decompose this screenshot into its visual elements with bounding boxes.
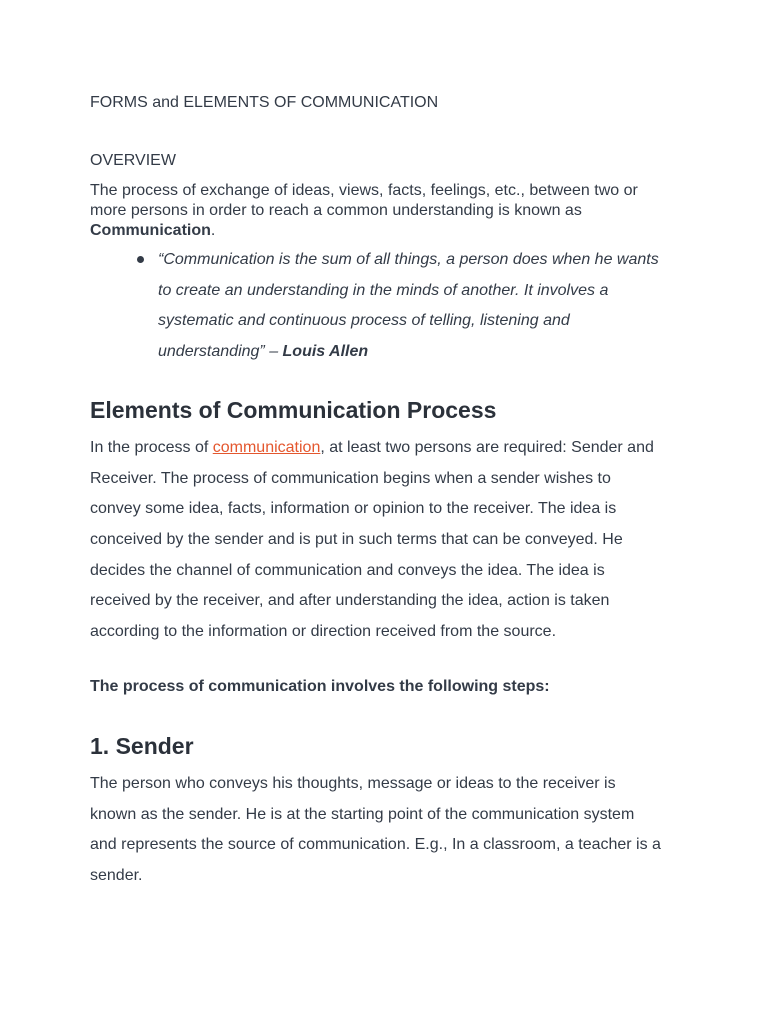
- paragraph-line: convey some idea, facts, information or opinion to the receiver. The idea is: [90, 500, 617, 518]
- sender-paragraph: [90, 769, 661, 892]
- paragraph-line: The process of exchange of ideas, views, facts, feelings, etc., between two or: [90, 182, 638, 199]
- bullet-marker: [137, 256, 144, 263]
- paragraph-line: [90, 433, 654, 464]
- quote-line-end: understanding” –: [158, 343, 283, 361]
- quote-line: “Communication is the sum of all things, a person does when he wants: [158, 251, 659, 268]
- quote-line: systematic and continuous process of telling, listening and: [158, 312, 570, 330]
- quote-list-item: [158, 245, 659, 368]
- line-text: In the process of: [90, 439, 213, 456]
- paragraph-line: sender.: [90, 867, 143, 885]
- quote-line: to create an understanding in the minds of another. It involves a: [158, 281, 609, 299]
- steps-intro: The process of communication involves the following steps:: [90, 678, 550, 695]
- paragraph-line: conceived by the sender and is put in such terms that can be conveyed. He: [90, 531, 623, 549]
- line-text: , at least two persons are required: Sender and: [320, 439, 654, 456]
- paragraph-line: known as the sender. He is at the starting point of the communication system: [90, 805, 635, 823]
- elements-paragraph: [90, 433, 654, 648]
- term-period: .: [210, 222, 216, 239]
- communication-term: Communication: [90, 222, 211, 239]
- quote-line: [158, 337, 659, 368]
- paragraph-line: Receiver. The process of communication begins when a sender wishes to: [90, 469, 611, 487]
- paragraph-line: according to the information or direction received from the source.: [90, 623, 557, 641]
- paragraph-line: received by the receiver, and after understanding the idea, action is taken: [90, 592, 610, 610]
- overview-heading: OVERVIEW: [90, 152, 176, 169]
- paragraph-line: decides the channel of communication and conveys the idea. The idea is: [90, 561, 605, 579]
- quote-author: Louis Allen: [282, 343, 369, 361]
- document-title: FORMS and ELEMENTS OF COMMUNICATION: [90, 94, 439, 111]
- paragraph-line: more persons in order to reach a common understanding is known as: [90, 202, 582, 219]
- communication-link[interactable]: communication: [212, 439, 321, 456]
- sender-heading: 1. Sender: [90, 733, 194, 759]
- paragraph-line: and represents the source of communication. E.g., In a classroom, a teacher is a: [90, 836, 661, 854]
- paragraph-line: The person who conveys his thoughts, message or ideas to the receiver is: [90, 775, 616, 792]
- overview-paragraph: [90, 181, 638, 241]
- paragraph-line: [90, 221, 638, 241]
- elements-heading: Elements of Communication Process: [90, 397, 497, 423]
